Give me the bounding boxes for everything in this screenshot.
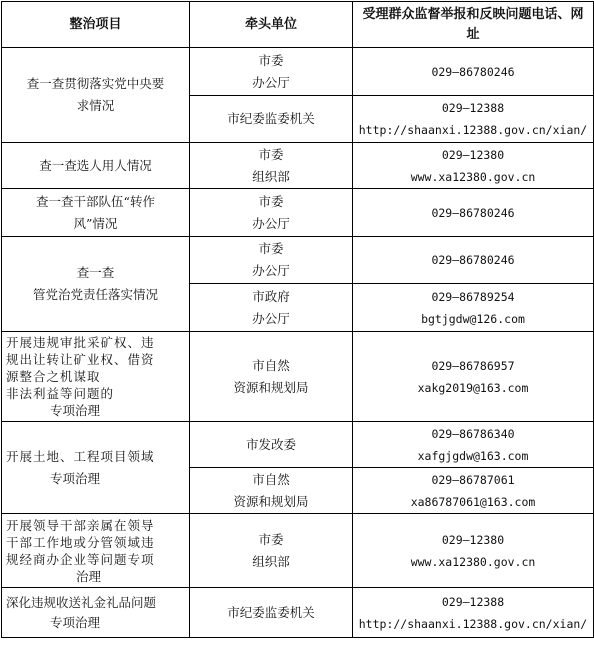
item-line: 求情况 [76, 98, 115, 113]
unit-line: 办公厅 [252, 74, 290, 90]
table-row [2, 189, 594, 237]
unit-cell [190, 189, 353, 237]
item-line: 查一查干部队伍“转作 [36, 193, 155, 209]
phone-number: 029—12380 [441, 147, 505, 162]
contact-cell [353, 284, 594, 332]
item-line: 治理 [76, 568, 102, 584]
website-link[interactable]: www.xa12380.gov.cn [410, 169, 536, 184]
unit-line: 组织部 [252, 553, 290, 569]
unit-cell [190, 514, 353, 588]
unit-cell [190, 468, 353, 514]
unit-line: 市委 [258, 52, 284, 68]
item-line: 风”情况 [73, 215, 118, 231]
unit-cell [190, 143, 353, 189]
item-line: 管党治党责任落实情况 [32, 287, 158, 302]
table-row [2, 332, 594, 422]
unit-line: 资源和规划局 [233, 379, 309, 395]
phone-number: 029—12380 [441, 532, 505, 547]
contact-cell [353, 422, 594, 468]
phone-number: 029—86786340 [431, 426, 515, 441]
unit-cell [190, 96, 353, 143]
contact-cell [353, 514, 594, 588]
unit-cell [190, 588, 353, 638]
table-row [2, 143, 594, 189]
item-line: 专项治理 [50, 470, 101, 486]
email-address[interactable]: bgtjgdw@126.com [421, 311, 525, 326]
contact-cell [353, 588, 594, 638]
table-row [2, 588, 594, 638]
table-row [2, 422, 594, 468]
website-link[interactable]: http://shaanxi.12388.gov.cn/xian/ [358, 616, 588, 631]
phone-number: 029—12388 [441, 101, 505, 115]
item-line: 开展土地、工程项目领域 [6, 448, 155, 464]
item-line: 开展领导干部亲属在领导 [6, 517, 155, 533]
header-contact: 受理群众监督举报和反映问题电话、网址 [353, 2, 594, 48]
item-line: 干部工作地或分管领域违 [6, 534, 155, 550]
item-cell [2, 422, 190, 514]
unit-cell [190, 48, 353, 96]
contact-cell [353, 468, 594, 514]
rectification-table [1, 1, 594, 638]
contact-cell [353, 237, 594, 284]
header-unit: 牵头单位 [190, 2, 353, 48]
item-line: 源整合之机谋取 [6, 369, 101, 384]
unit-line: 办公厅 [252, 263, 290, 278]
contact-cell [353, 332, 594, 422]
unit-cell [190, 332, 353, 422]
item-cell [2, 588, 190, 638]
unit-line: 市纪委监委机关 [227, 111, 315, 126]
phone-number: 029—86780246 [431, 205, 515, 220]
item-line: 查一查贯彻落实党中央要 [26, 76, 165, 91]
phone-number: 029—86780246 [431, 64, 515, 79]
unit-line: 市委 [258, 146, 284, 162]
item-cell [2, 332, 190, 422]
website-link[interactable]: http://shaanxi.12388.gov.cn/xian/ [358, 123, 588, 137]
unit-line: 市政府 [252, 288, 290, 304]
item-cell [2, 143, 190, 189]
unit-line: 市委 [258, 531, 284, 547]
unit-line: 市自然 [252, 471, 290, 487]
table-row [2, 514, 594, 588]
phone-number: 029—86786957 [431, 358, 515, 373]
item-cell [2, 48, 190, 143]
phone-number: 029—86780246 [431, 253, 515, 267]
contact-cell [353, 48, 594, 96]
email-address[interactable]: xafgjgdw@163.com [417, 448, 529, 463]
item-cell [2, 189, 190, 237]
item-line: 非法利益等问题的 [6, 386, 115, 401]
item-line: 深化违规收送礼金礼品问题 [6, 594, 157, 610]
item-line: 专项治理 [50, 614, 101, 630]
item-line: 规经商办企业等问题专项 [6, 551, 155, 567]
unit-line: 市自然 [252, 357, 290, 373]
item-line: 查一查 [76, 265, 115, 280]
item-line: 规出让转让矿业权、借资 [6, 352, 155, 367]
email-address[interactable]: xa86787061@163.com [410, 494, 536, 509]
unit-line: 市纪委监委机关 [227, 604, 315, 620]
unit-line: 组织部 [252, 168, 290, 184]
phone-number: 029—12388 [441, 594, 505, 609]
phone-number: 029—86787061 [431, 472, 515, 487]
item-line: 专项治理 [50, 403, 101, 418]
item-line: 开展违规审批采矿权、违 [6, 335, 155, 350]
website-link[interactable]: www.xa12380.gov.cn [410, 554, 536, 569]
item-cell [2, 514, 190, 588]
unit-line: 市发改委 [245, 436, 296, 452]
item-line: 查一查选人用人情况 [39, 157, 152, 173]
unit-line: 办公厅 [252, 215, 290, 231]
contact-cell [353, 189, 594, 237]
phone-number: 029—86789254 [431, 289, 515, 304]
unit-line: 资源和规划局 [233, 493, 309, 509]
table-row [2, 237, 594, 284]
contact-cell [353, 143, 594, 189]
header-item: 整治项目 [2, 2, 190, 48]
email-address[interactable]: xakg2019@163.com [417, 380, 529, 395]
item-cell [2, 237, 190, 332]
unit-line: 市委 [258, 241, 284, 256]
unit-line: 市委 [258, 193, 284, 209]
unit-cell [190, 284, 353, 332]
contact-cell [353, 96, 594, 143]
unit-line: 办公厅 [252, 310, 290, 326]
unit-cell [190, 237, 353, 284]
header-row [2, 2, 594, 48]
unit-cell [190, 422, 353, 468]
table-row [2, 48, 594, 96]
